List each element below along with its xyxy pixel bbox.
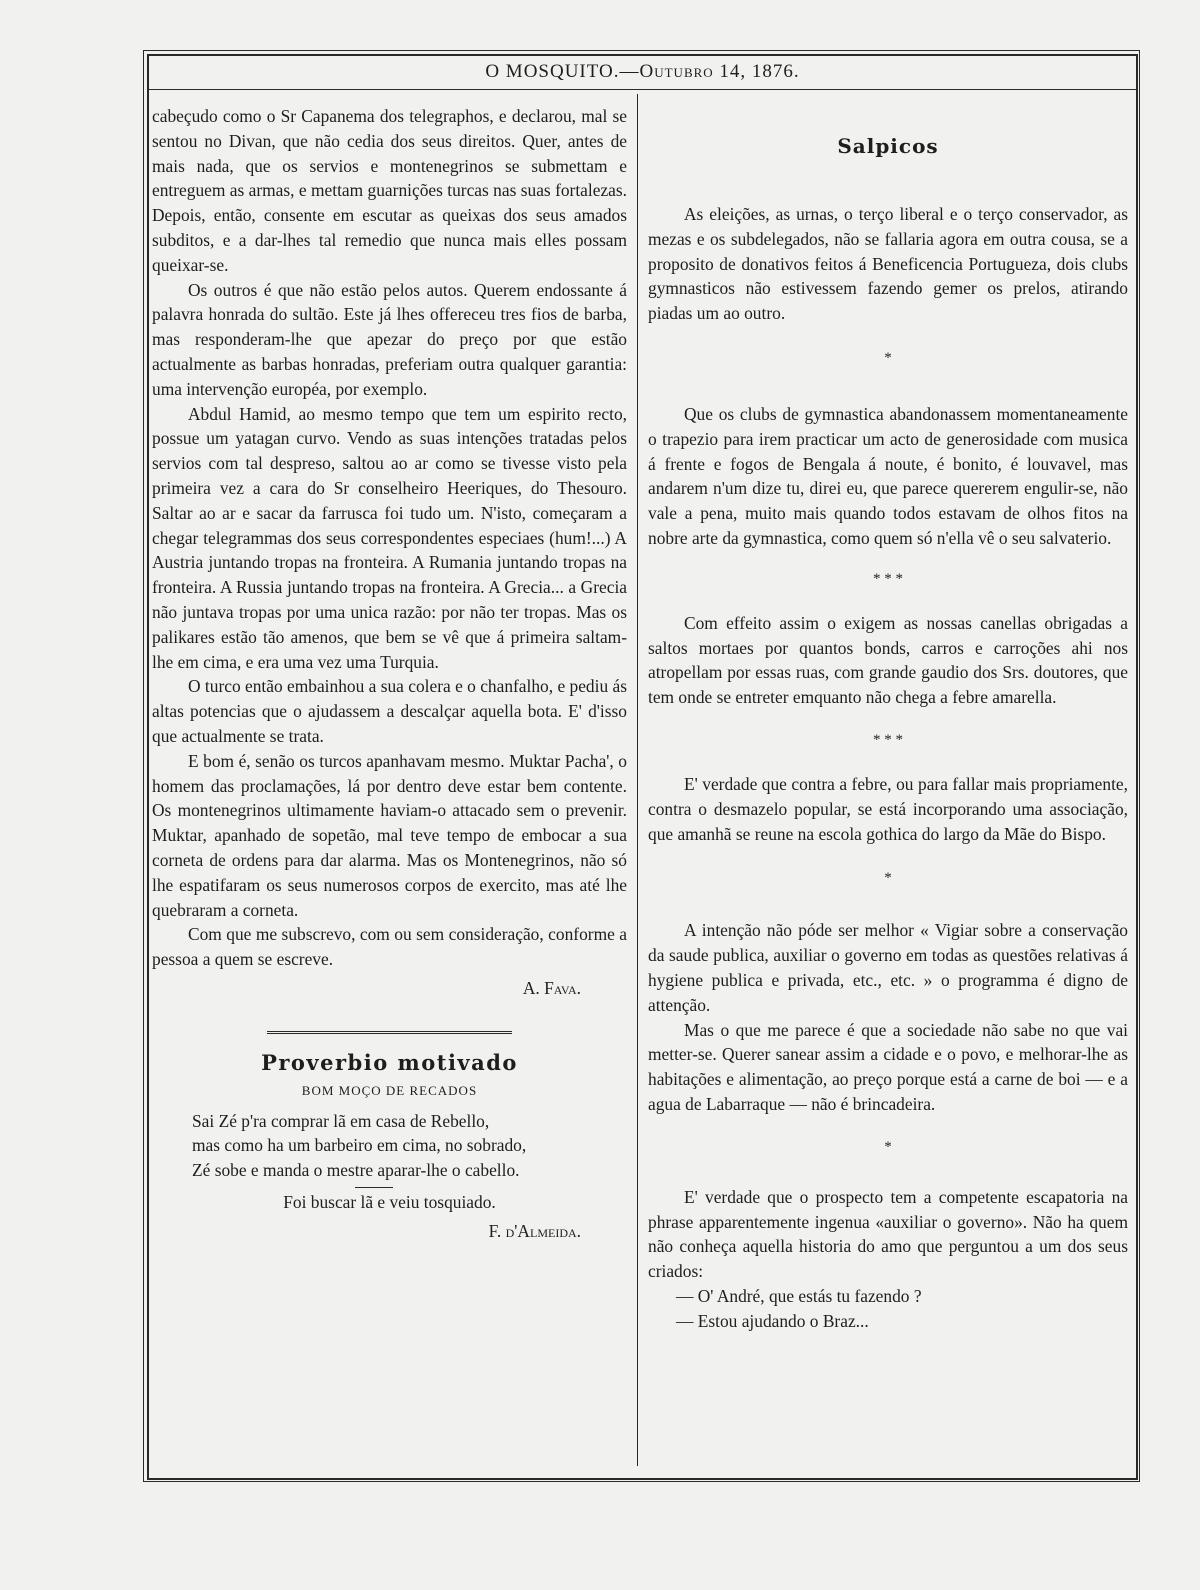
section-separator xyxy=(267,1031,512,1036)
paragraph: E' verdade que contra a febre, ou para fallar mais propriamente, contra o desmazelo popular, se está incorporando uma associação, que amanhã se reune na escola gothica do largo da Mãe do Bispo. xyxy=(648,773,1128,844)
proverb-moral: Foi buscar lã e veiu tosquiado. xyxy=(283,1192,496,1213)
header-rule xyxy=(147,89,1138,90)
verse-line: Zé sobe e manda o mestre aparar-lhe o cabello. xyxy=(192,1160,520,1181)
paragraph: E' verdade que o prospecto tem a competente escapatoria na phrase apparentemente ingenua «auxiliar o governo». Não ha quem não conheça aquella historia do amo que perguntou a um dos seus criados: xyxy=(648,1186,1128,1282)
masthead-title: O MOSQUITO.— xyxy=(485,61,640,82)
paragraph: Abdul Hamid, ao mesmo tempo que tem um espirito recto, possue um yatagan curvo. Vendo as suas intenções tratadas pelos servios com tal despreso, saltou ao ar como se tivesse visto pela primeira vez a cara do Sr conselheiro Heeriques, do Thesouro. Saltar ao ar e sacar da farrusca foi tudo um. N'isto, começaram a chegar telegrammas dos seus correspondentes especiaes (hum!...) A Austria juntando tropas na fronteira. A Rumania juntando tropas na fronteira. A Russia juntando tropas na fronteira. A Grecia... a Grecia não juntava tropas por uma unica razão: por não ter tropas. Mas os palikares estão tão amenos, que bem se vê que á primeira saltam-lhe em cima, e era uma vez uma Turquia. xyxy=(152,403,627,672)
paragraph: Com effeito assim o exigem as nossas canellas obrigadas a saltos mortaes por quantos bonds, carros e carroções ahi nos atropellam por essas ruas, com grande gaudio dos Srs. doutores, que tem onde se entreter emquanto não chega a febre amarella. xyxy=(648,612,1128,708)
verse-line: Sai Zé p'ra comprar lã em casa de Rebello, xyxy=(192,1110,490,1131)
signature: A. Fava. xyxy=(522,977,581,998)
asterism: * * * xyxy=(873,731,903,748)
left-column xyxy=(152,104,627,1244)
asterism: * xyxy=(884,349,892,366)
asterism: * xyxy=(884,870,892,887)
paragraph: Com que me subscrevo, com ou sem consideração, conforme a pessoa a quem se escreve. xyxy=(152,924,627,970)
column-divider xyxy=(637,94,638,1466)
dialogue-line: — O' André, que estás tu fazendo ? xyxy=(676,1285,922,1306)
asterism: * xyxy=(884,1138,892,1155)
section-title: Proverbio motivado xyxy=(261,1049,518,1075)
paragraph: A intenção não póde ser melhor « Vigiar sobre a conservação da saude publica, auxiliar o governo em todas as questões relativas á hygiene publica e privada, etc., etc. » o programma é digno de attenção. xyxy=(648,920,1128,1015)
paragraph: Mas o que me parece é que a sociedade não sabe no que vai metter-se. Querer sanear assim a cidade e o povo, e melhorar-lhe as habitações e alimentação, ao preço porque está a carne de boi — e a agua de Labarraque — não é brincadeira. xyxy=(648,1019,1128,1114)
section-subtitle: BOM MOÇO DE RECADOS xyxy=(301,1082,478,1098)
asterism: * * * xyxy=(873,570,903,587)
paragraph: Que os clubs de gymnastica abandonassem momentaneamente o trapezio para irem practicar um acto de generosidade com musica á frente e fogos de Bengala á noute, é bonito, é louvavel, mas andarem n'um dize tu, direi eu, que parece quererem engulir-se, não vale a pena, muito mais quando todos estavam de olhos fitos na nobre arte da gymnastica, como quem só n'ella vê o seu salvaterio. xyxy=(648,403,1128,548)
dialogue-line: — Estou ajudando o Braz... xyxy=(676,1310,869,1331)
paragraph: As eleições, as urnas, o terço liberal e o terço conservador, as mezas e os subdelegados, não se fallaria agora em outra cousa, se a proposito de donativos feitos á Beneficencia Portugueza, dois clubs gymnasticos não estivessem fazendo gemer os prelos, atirando piadas um ao outro. xyxy=(648,204,1128,324)
verse-rule xyxy=(355,1187,393,1188)
masthead xyxy=(147,58,1138,86)
paragraph: E bom é, senão os turcos apanhavam mesmo. Muktar Pacha', o homem das proclamações, lá por dentro deve estar bem contente. Os montenegrinos ultimamente haviam-o attacado sem o prevenir. Muktar, apanhado de sopetão, mal teve tempo de embocar a sua corneta de ordens para dar alarma. Mas os Montenegrinos, não só lhe espatifaram os seus numerosos corpos de exercito, mas até lhe quebraram a corneta. xyxy=(152,750,627,920)
paragraph: cabeçudo como o Sr Capanema dos telegraphos, e declarou, mal se sentou no Divan, que não cedia dos seus direitos. Quer, antes de mais nada, que os servios e montenegrinos se submettam e entreguem as armas, e mettam guarnições turcas nas suas fortalezas. Depois, então, consente em escutar as queixas dos seus amados subditos, e a dar-lhes tal remedio que nunca mais elles possam queixar-se. xyxy=(152,106,627,275)
paragraph: Os outros é que não estão pelos autos. Querem endossante á palavra honrada do sultão. Este já lhes offereceu tres fios de barba, mas responderam-lhe que apezar do preço por que estão actualmente as barbas honradas, preferiam outra qualquer garantia: uma intervenção européa, por exemplo. xyxy=(152,279,627,399)
right-column xyxy=(648,104,1128,1334)
masthead-date: 14, 1876. xyxy=(719,61,800,82)
masthead-month: Outubro xyxy=(639,61,714,82)
section-signature: F. d'Almeida. xyxy=(488,1220,581,1241)
verse-line: mas como ha um barbeiro em cima, no sobrado, xyxy=(192,1135,527,1156)
right-title: Salpicos xyxy=(837,134,939,158)
paragraph: O turco então embainhou a sua colera e o chanfalho, e pediu ás altas potencias que o ajudassem a descalçar aquella bota. E' d'isso que actualmente se trata. xyxy=(152,676,627,746)
